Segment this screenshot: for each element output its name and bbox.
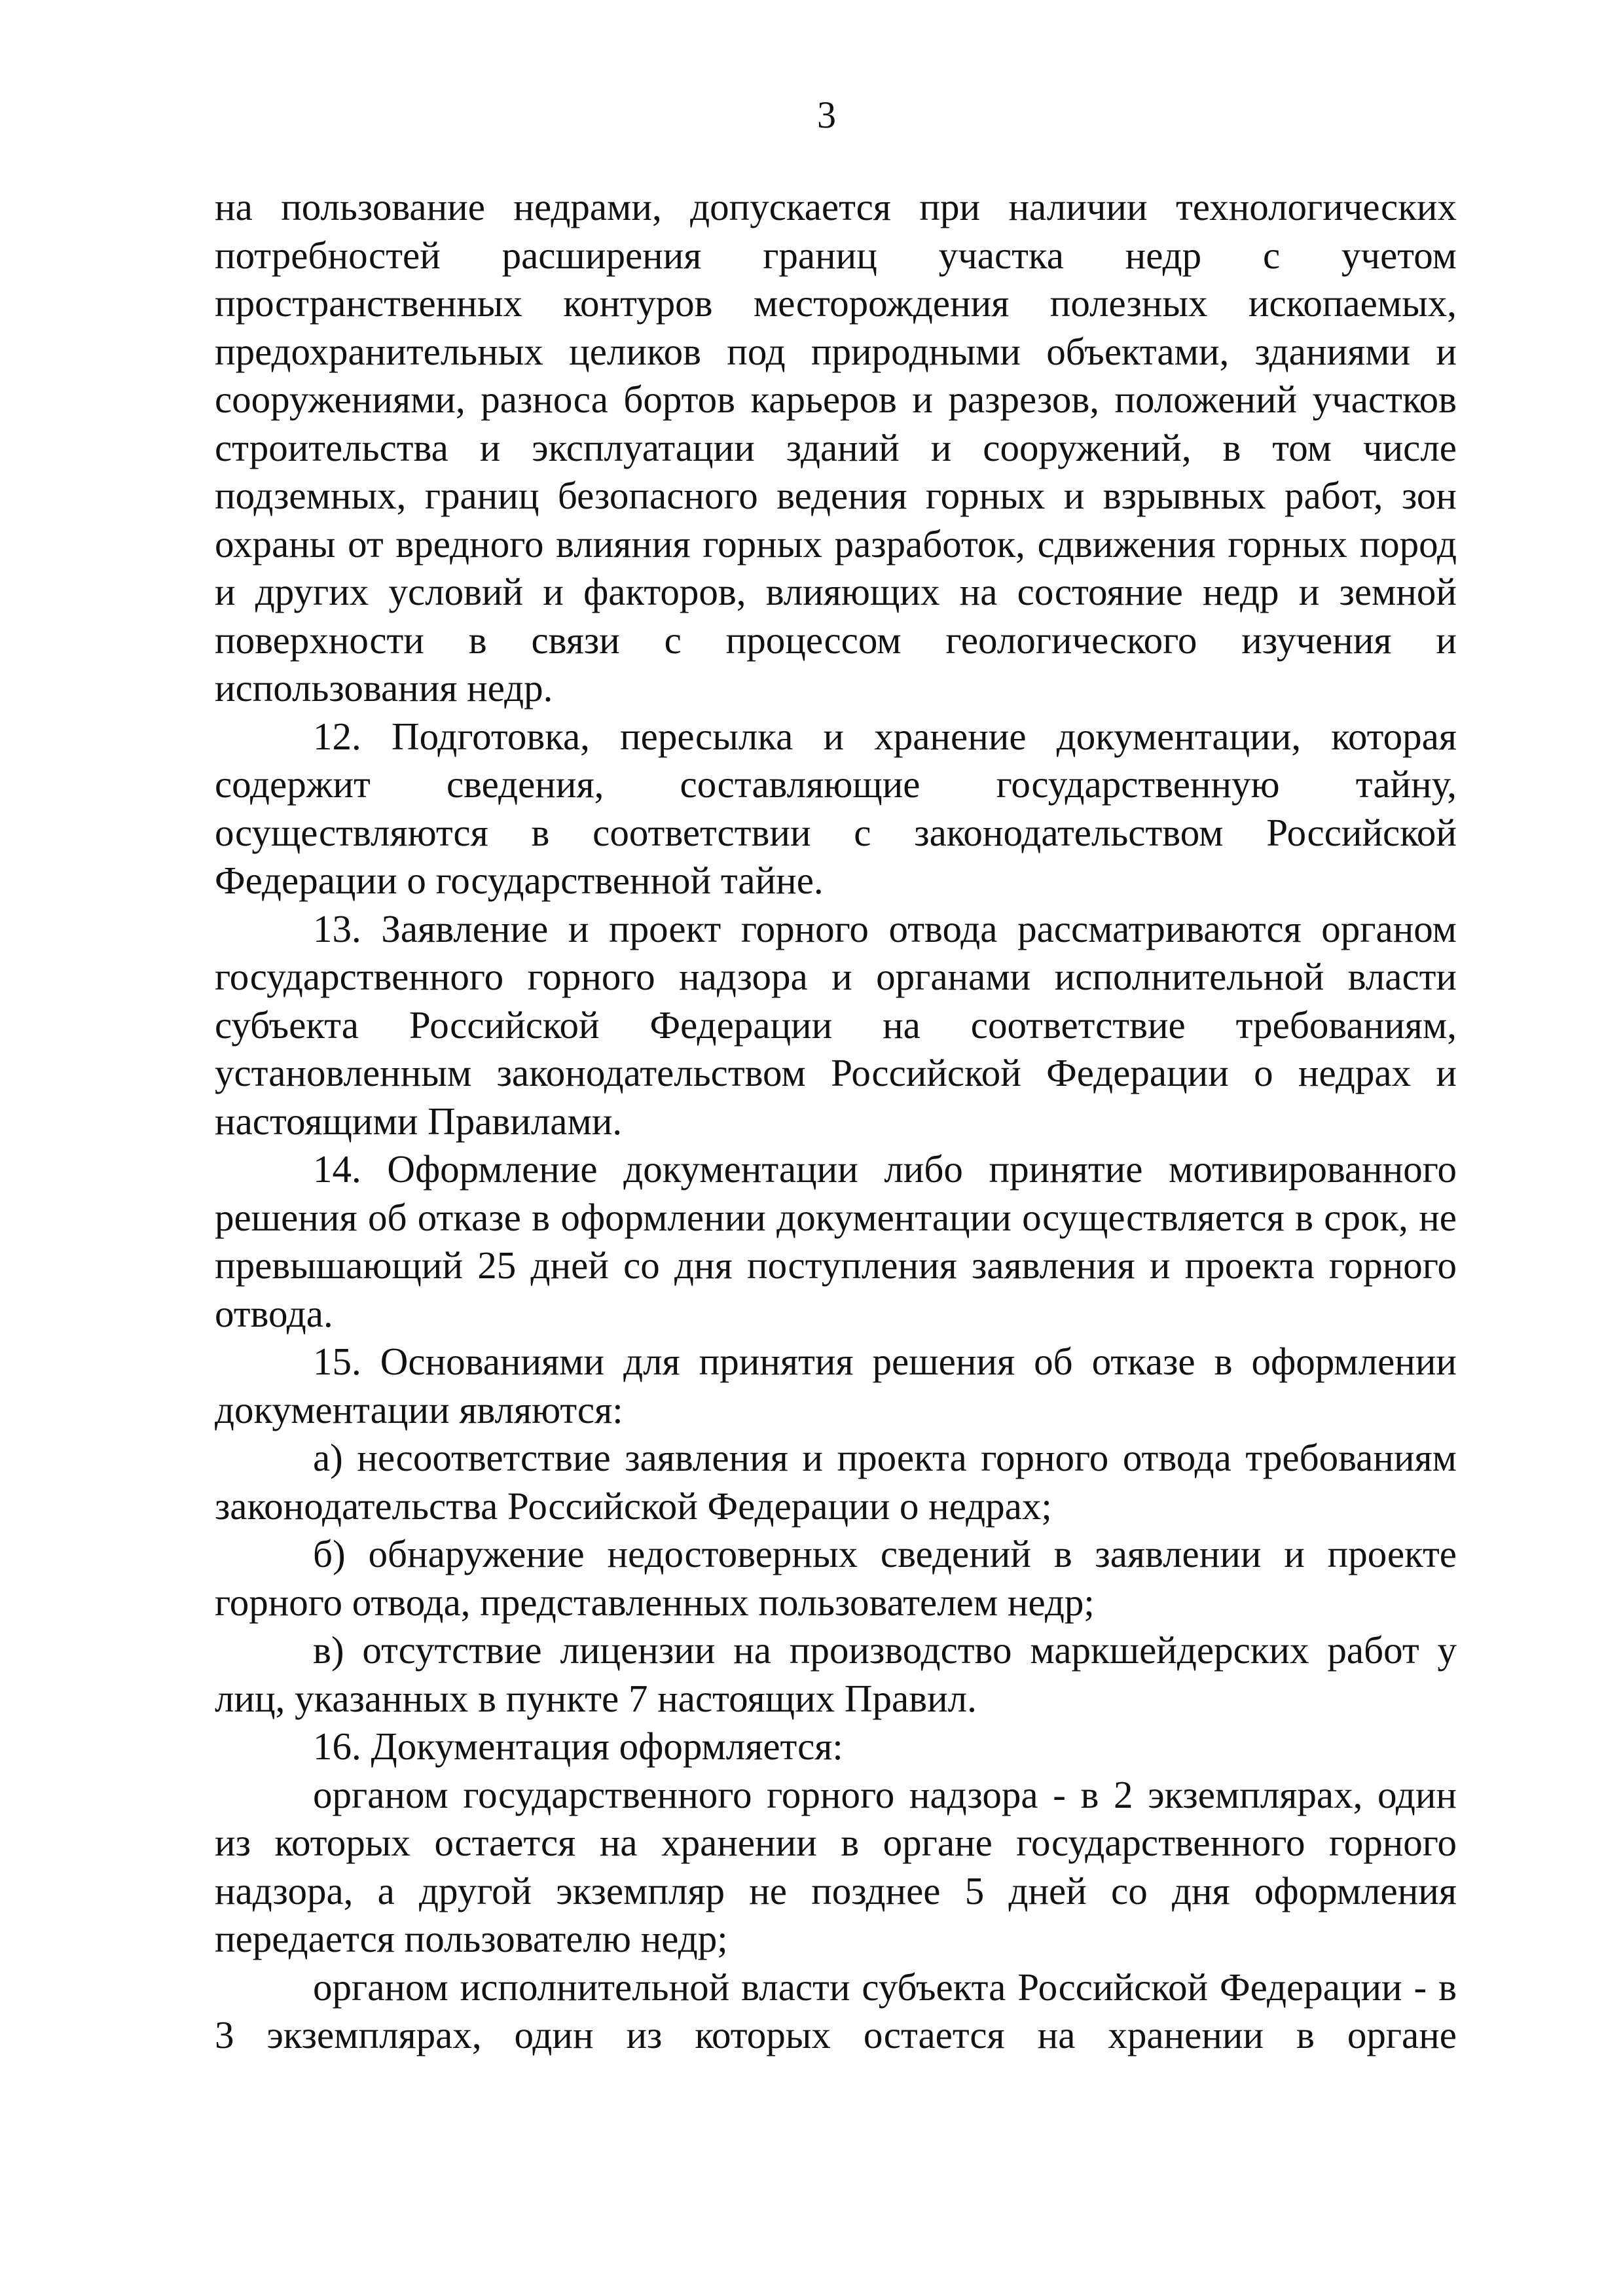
- paragraph-mining-supervision: органом государственного горного надзора - в 2 экземплярах, один из которых остается на хранении в органе государственного горного надзора, а другой экземпляр не позднее 5 дней со дня оформления передается пользователю недр;: [215, 1772, 1457, 1960]
- page-number: 3: [817, 94, 836, 136]
- document-body: [215, 183, 1457, 2060]
- paragraph-continuation: на пользование недрами, допускается при наличии технологических потребностей расширения границ участка недр с учетом пространственных контуров месторождения полезных ископаемых, предохранительных целиков под природными объектами, зданиями и сооружениями, разноса бортов карьеров и разрезов, положений участков строительства и эксплуатации зданий и сооружений, в том числе подземных, границ безопасного ведения горных и взрывных работ, зон охраны от вредного влияния горных разработок, сдвижения горных пород и других условий и факторов, влияющих на состояние недр и земной поверхности в связи с процессом геологического изучения и использования недр.: [215, 185, 1457, 709]
- paragraph-item-13: 13. Заявление и проект горного отвода рассматриваются органом государственного горного надзора и органами исполнительной власти субъекта Российской Федерации на соответствие требованиям, установленным законодательством Российской Федерации о недрах и настоящими Правилами.: [215, 906, 1457, 1143]
- paragraph-item-14: 14. Оформление документации либо принятие мотивированного решения об отказе в оформлении документации осуществляется в срок, не превышающий 25 дней со дня поступления заявления и проекта горного отвода.: [215, 1147, 1457, 1335]
- subitem-a: а) несоответствие заявления и проекта горного отвода требованиям законодательства Российской Федерации о недрах;: [215, 1436, 1457, 1528]
- paragraph-regional-authority: органом исполнительной власти субъекта Российской Федерации - в 3 экземплярах, один из которых остается на хранении в органе: [215, 1965, 1457, 2056]
- paragraph-item-15: 15. Основаниями для принятия решения об отказе в оформлении документации являются:: [215, 1340, 1457, 1431]
- paragraph-item-16: 16. Документация оформляется:: [313, 1725, 843, 1768]
- subitem-v: в) отсутствие лицензии на производство маркшейдерских работ у лиц, указанных в пункте 7 настоящих Правил.: [215, 1628, 1457, 1720]
- paragraph-item-12: 12. Подготовка, пересылка и хранение документации, которая содержит сведения, составляющие государственную тайну, осуществляются в соответствии с законодательством Российской Федерации о государственной тайне.: [215, 714, 1457, 902]
- subitem-b: б) обнаружение недостоверных сведений в заявлении и проекте горного отвода, представленных пользователем недр;: [215, 1532, 1457, 1624]
